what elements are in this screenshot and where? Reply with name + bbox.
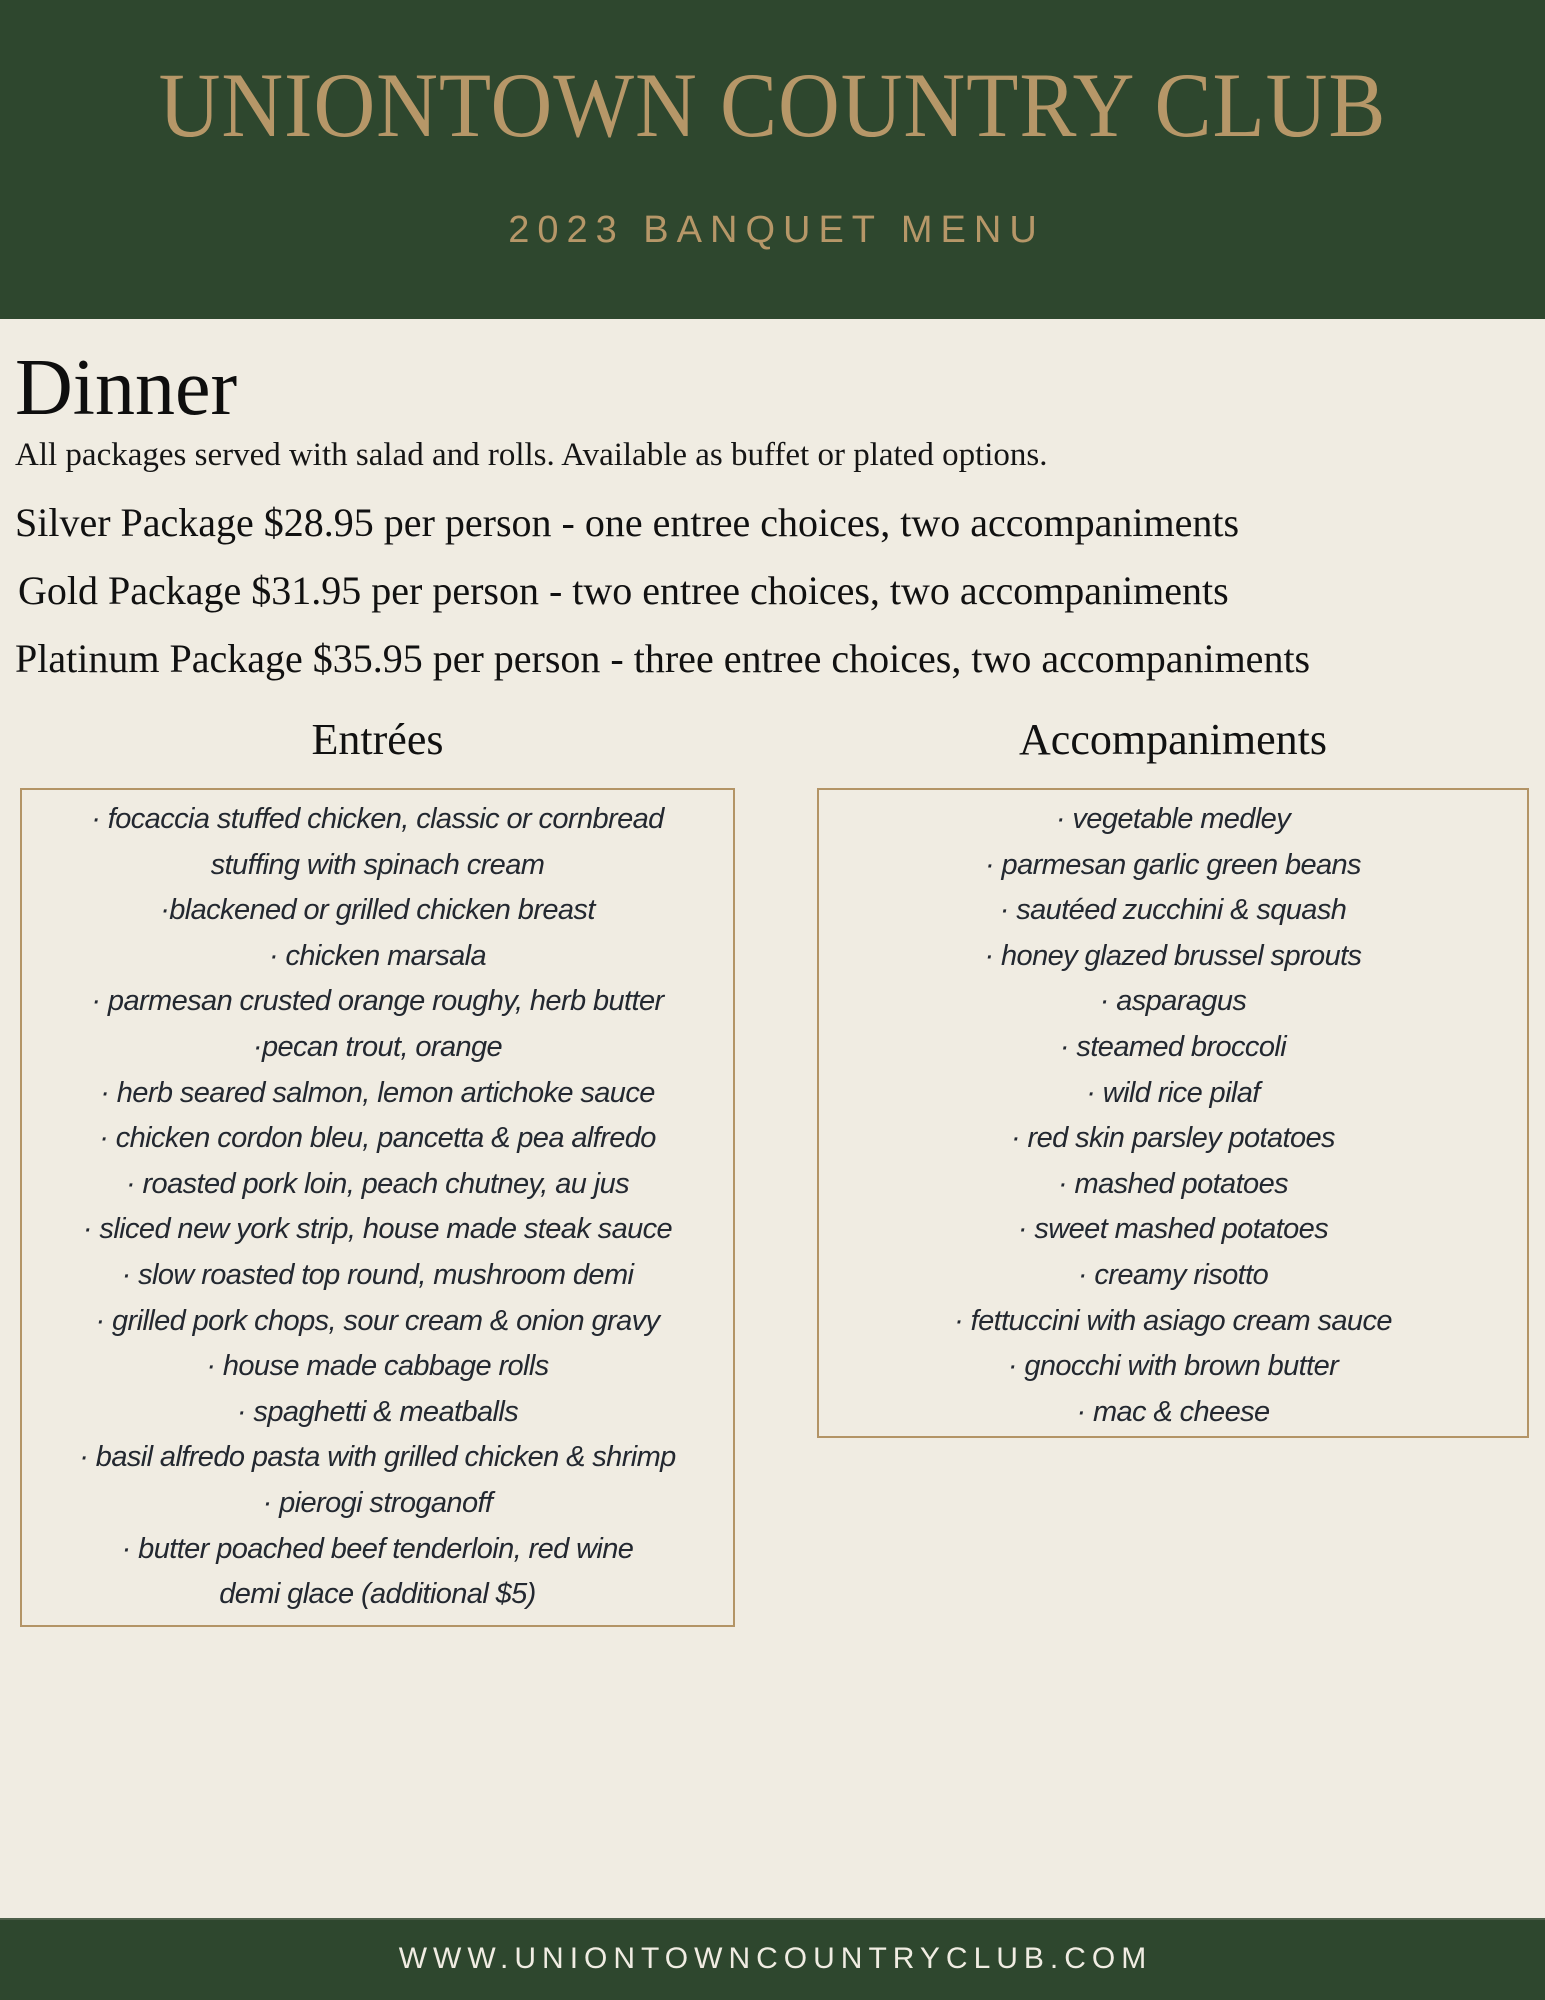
entrees-heading: Entrées bbox=[311, 715, 444, 764]
list-item: demi glace (additional $5) bbox=[219, 1578, 536, 1611]
list-item: · steamed broccoli bbox=[1059, 1030, 1287, 1063]
package-silver: Silver Package $28.95 per person - one entree choices, two accompaniments bbox=[15, 500, 1240, 545]
list-item: · basil alfredo pasta with grilled chicken & shrimp bbox=[79, 1441, 676, 1474]
list-item: · honey glazed brussel sprouts bbox=[984, 939, 1362, 972]
list-item: · house made cabbage rolls bbox=[206, 1350, 549, 1383]
list-item: · parmesan crusted orange roughy, herb butter bbox=[91, 985, 664, 1018]
list-item: · chicken cordon bleu, pancetta & pea alfredo bbox=[99, 1122, 656, 1155]
club-title: UNIONTOWN COUNTRY CLUB bbox=[158, 54, 1387, 156]
entrees-list bbox=[20, 788, 735, 1627]
section-note: All packages served with salad and rolls. Available as buffet or plated options. bbox=[15, 437, 1048, 473]
list-item: · sweet mashed potatoes bbox=[1017, 1213, 1329, 1246]
website-link[interactable]: WWW.UNIONTOWNCOUNTRYCLUB.COM bbox=[398, 1942, 1153, 1975]
list-item: · mashed potatoes bbox=[1058, 1167, 1288, 1200]
list-item: · focaccia stuffed chicken, classic or cornbread bbox=[91, 803, 664, 835]
list-item: · gnocchi with brown butter bbox=[1007, 1350, 1339, 1383]
list-item: ·pecan trout, orange bbox=[252, 1030, 503, 1063]
list-item: · parmesan garlic green beans bbox=[985, 848, 1361, 881]
section-title: Dinner bbox=[15, 344, 238, 432]
list-item: · spaghetti & meatballs bbox=[236, 1395, 519, 1428]
list-item: · roasted pork loin, peach chutney, au jus bbox=[125, 1167, 630, 1200]
list-item: · chicken marsala bbox=[268, 939, 487, 972]
list-item: stuffing with spinach cream bbox=[210, 848, 545, 881]
list-item: · fettuccini with asiago cream sauce bbox=[954, 1304, 1392, 1337]
list-item: · wild rice pilaf bbox=[1086, 1076, 1260, 1109]
package-platinum: Platinum Package $35.95 per person - three entree choices, two accompaniments bbox=[15, 636, 1311, 681]
list-item: · vegetable medley bbox=[1055, 803, 1291, 835]
package-gold: Gold Package $31.95 per person - two entree choices, two accompaniments bbox=[18, 568, 1229, 613]
list-item: · sautéed zucchini & squash bbox=[999, 894, 1347, 927]
list-item: · butter poached beef tenderloin, red wine bbox=[121, 1532, 634, 1565]
list-item: · pierogi stroganoff bbox=[262, 1486, 493, 1519]
header-banner bbox=[0, 0, 1545, 319]
list-item: · grilled pork chops, sour cream & onion gravy bbox=[95, 1304, 660, 1337]
list-item: · mac & cheese bbox=[1076, 1395, 1270, 1428]
list-item: · herb seared salmon, lemon artichoke sauce bbox=[100, 1076, 655, 1109]
footer-banner bbox=[0, 1918, 1545, 2000]
menu-subtitle: 2023 BANQUET MENU bbox=[508, 209, 1045, 251]
list-item: ·blackened or grilled chicken breast bbox=[160, 894, 595, 927]
accompaniments-heading: Accompaniments bbox=[1019, 715, 1327, 764]
accompaniments-list bbox=[817, 788, 1529, 1438]
list-item: · sliced new york strip, house made steak sauce bbox=[82, 1213, 673, 1246]
list-item: · slow roasted top round, mushroom demi bbox=[121, 1258, 634, 1291]
list-item: · asparagus bbox=[1099, 985, 1247, 1018]
list-item: · creamy risotto bbox=[1077, 1258, 1269, 1291]
list-item: · red skin parsley potatoes bbox=[1011, 1122, 1335, 1155]
